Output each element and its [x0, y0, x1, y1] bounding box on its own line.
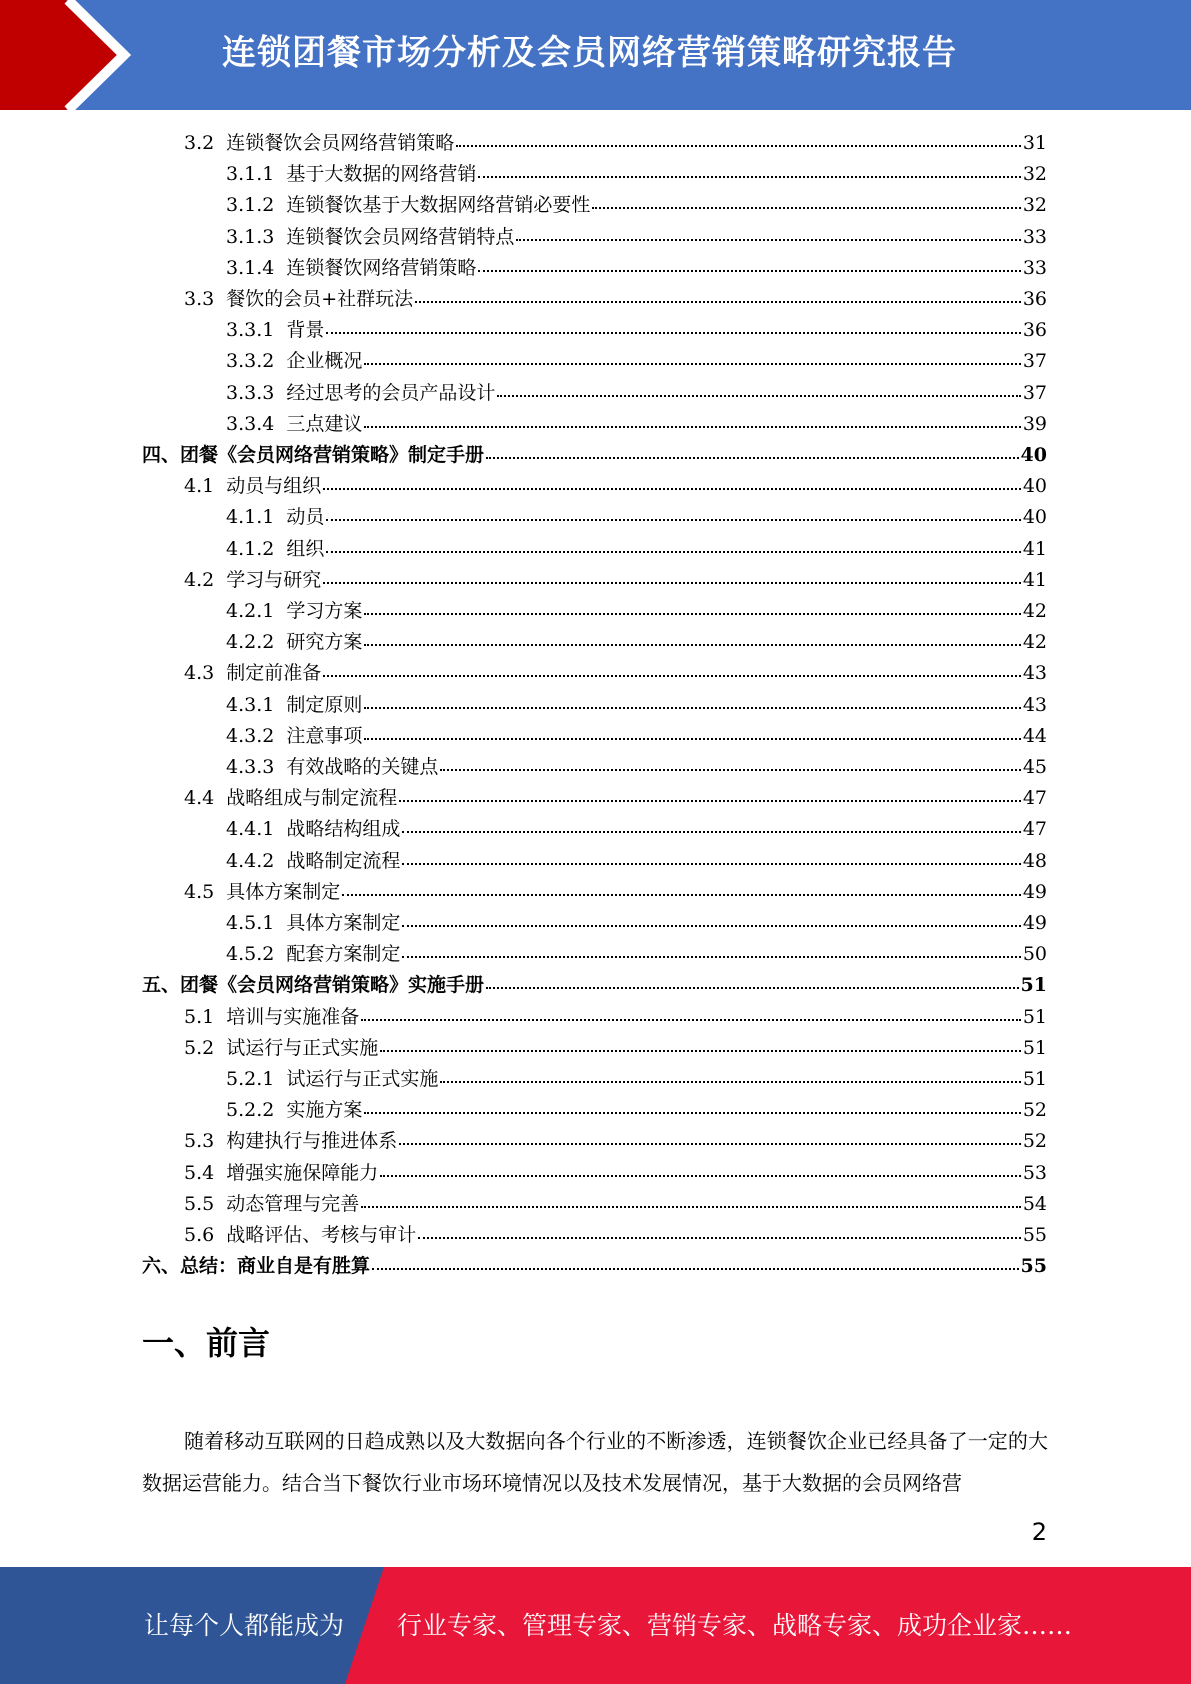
section-heading: 一、前言 [142, 1324, 271, 1362]
toc-dot-leader [402, 862, 1020, 865]
toc-entry[interactable] [142, 1251, 1047, 1282]
toc-dot-leader [342, 893, 1021, 896]
toc-entry[interactable] [226, 908, 1047, 939]
toc-entry-page: 33 [1022, 225, 1047, 248]
toc-dot-leader [364, 1111, 1020, 1114]
toc-dot-leader [486, 986, 1019, 989]
toc-entry-page: 39 [1022, 412, 1047, 435]
toc-entry-number: 4.3.1 [226, 693, 275, 716]
toc-entry-title: 企业概况 [286, 350, 363, 373]
toc-entry-page: 37 [1022, 381, 1047, 404]
toc-entry[interactable] [226, 690, 1047, 721]
toc-dot-leader [516, 238, 1020, 241]
toc-entry[interactable] [184, 783, 1047, 814]
toc-entry[interactable] [226, 939, 1047, 970]
toc-entry-title: 六、总结：商业自是有胜算 [142, 1255, 371, 1278]
toc-entry[interactable] [226, 315, 1047, 346]
toc-dot-leader [402, 924, 1020, 927]
document-title: 连锁团餐市场分析及会员网络营销策略研究报告 [222, 33, 957, 73]
toc-entry-page: 55 [1022, 1224, 1047, 1246]
toc-entry-number: 3.3 [184, 288, 215, 310]
toc-entry-number: 4.2 [184, 568, 215, 591]
toc-entry-number: 5.2.2 [226, 1099, 275, 1122]
toc-entry-number: 4.4.2 [226, 849, 275, 872]
toc-entry[interactable] [184, 1002, 1047, 1033]
toc-entry-number: 3.3.1 [226, 319, 275, 342]
toc-entry-page: 33 [1022, 256, 1047, 279]
footer-slogan-right: 行业专家、管理专家、营销专家、战略专家、成功企业家…… [397, 1611, 1073, 1640]
toc-entry-title: 有效战略的关键点 [286, 756, 439, 778]
toc-entry-page: 37 [1022, 350, 1047, 373]
toc-entry-page: 40 [1022, 506, 1047, 529]
toc-entry[interactable] [226, 721, 1047, 752]
toc-entry-page: 40 [1022, 475, 1047, 498]
toc-entry[interactable] [142, 970, 1047, 1001]
toc-dot-leader [456, 144, 1021, 147]
toc-entry-title: 具体方案制定 [226, 880, 341, 903]
toc-dot-leader [486, 456, 1019, 459]
toc-dot-leader [592, 206, 1020, 209]
toc-entry-page: 48 [1022, 849, 1047, 872]
toc-dot-leader [478, 175, 1020, 178]
toc-entry-page: 51 [1022, 1068, 1047, 1090]
toc-entry-title: 试运行与正式实施 [286, 1068, 439, 1090]
toc-dot-leader [399, 799, 1021, 802]
toc-entry[interactable] [184, 1158, 1047, 1189]
toc-entry-title: 注意事项 [286, 724, 363, 747]
toc-entry-number: 4.5.2 [226, 943, 275, 966]
toc-entry-title: 组织 [286, 537, 325, 560]
toc-entry-title: 学习方案 [286, 600, 363, 622]
toc-entry-number: 4.3.3 [226, 756, 275, 778]
toc-entry-number: 4.5.1 [226, 912, 275, 934]
toc-entry-title: 学习与研究 [226, 568, 322, 591]
toc-entry[interactable] [184, 565, 1047, 596]
toc-dot-leader [380, 1174, 1021, 1177]
toc-dot-leader [402, 955, 1020, 958]
toc-entry-number: 5.2 [184, 1036, 215, 1059]
toc-entry[interactable] [184, 128, 1047, 159]
toc-entry-number: 3.1.1 [226, 163, 275, 186]
toc-entry-number: 3.1.3 [226, 225, 275, 248]
toc-entry-number: 5.6 [184, 1224, 215, 1246]
toc-dot-leader [440, 1080, 1020, 1083]
toc-entry-title: 具体方案制定 [286, 912, 401, 934]
toc-entry-title: 三点建议 [286, 412, 363, 435]
toc-dot-leader [440, 768, 1020, 771]
toc-entry-page: 51 [1022, 1005, 1047, 1028]
toc-entry[interactable] [226, 534, 1047, 565]
toc-entry-page: 53 [1022, 1161, 1047, 1184]
toc-entry-page: 42 [1022, 600, 1047, 622]
toc-entry-title: 试运行与正式实施 [226, 1036, 379, 1059]
toc-entry-page: 51 [1020, 974, 1047, 997]
toc-entry-number: 3.3.3 [226, 381, 275, 404]
toc-entry-title: 餐饮的会员+社群玩法 [226, 288, 414, 310]
toc-dot-leader [364, 362, 1020, 365]
toc-entry-title: 经过思考的会员产品设计 [286, 381, 496, 404]
toc-dot-leader [361, 1018, 1021, 1021]
toc-entry-title: 连锁餐饮网络营销策略 [286, 256, 477, 279]
toc-entry-number: 3.3.2 [226, 350, 275, 373]
toc-entry-page: 51 [1022, 1036, 1047, 1059]
toc-entry[interactable] [226, 222, 1047, 253]
toc-entry-number: 4.4 [184, 787, 215, 810]
toc-dot-leader [364, 737, 1020, 740]
toc-entry[interactable] [184, 1220, 1047, 1251]
toc-entry-title: 动员与组织 [226, 475, 322, 498]
toc-entry-number: 4.4.1 [226, 818, 275, 841]
toc-entry[interactable] [184, 284, 1047, 315]
toc-entry-page: 52 [1022, 1130, 1047, 1153]
toc-entry-title: 动员 [286, 506, 325, 529]
toc-entry-page: 49 [1022, 880, 1047, 903]
toc-entry-title: 四、团餐《会员网络营销策略》制定手册 [142, 444, 485, 466]
toc-entry-number: 5.3 [184, 1130, 215, 1153]
toc-entry-page: 49 [1022, 912, 1047, 934]
toc-entry-number: 4.1 [184, 475, 215, 498]
toc-entry-page: 45 [1022, 756, 1047, 778]
toc-entry[interactable] [226, 346, 1047, 377]
toc-entry-number: 5.2.1 [226, 1068, 275, 1090]
toc-entry[interactable] [226, 752, 1047, 783]
toc-dot-leader [326, 550, 1020, 553]
toc-dot-leader [326, 518, 1020, 521]
toc-dot-leader [326, 331, 1020, 334]
toc-entry-page: 36 [1022, 288, 1047, 310]
toc-dot-leader [380, 1049, 1021, 1052]
toc-entry-title: 战略组成与制定流程 [226, 787, 398, 810]
toc-entry-page: 44 [1022, 724, 1047, 747]
toc-entry-number: 4.2.2 [226, 631, 275, 654]
toc-entry-number: 5.5 [184, 1192, 215, 1215]
toc-dot-leader [364, 706, 1020, 709]
toc-dot-leader [364, 643, 1020, 646]
toc-dot-leader [402, 830, 1020, 833]
toc-entry-title: 连锁餐饮基于大数据网络营销必要性 [286, 194, 591, 217]
toc-entry-page: 40 [1020, 444, 1047, 466]
toc-entry-title: 培训与实施准备 [226, 1005, 360, 1028]
toc-entry-title: 背景 [286, 319, 325, 342]
toc-dot-leader [361, 1205, 1021, 1208]
toc-entry-number: 4.1.1 [226, 506, 275, 529]
toc-dot-leader [415, 300, 1021, 303]
toc-entry[interactable] [184, 1189, 1047, 1220]
toc-entry-page: 54 [1022, 1192, 1047, 1215]
toc-entry-page: 43 [1022, 693, 1047, 716]
toc-entry[interactable] [226, 253, 1047, 284]
toc-entry-number: 5.4 [184, 1161, 215, 1184]
toc-entry-number: 3.2 [184, 132, 215, 154]
toc-entry-title: 战略制定流程 [286, 849, 401, 872]
toc-entry[interactable] [226, 378, 1047, 409]
toc-entry-page: 31 [1022, 132, 1047, 154]
toc-entry-title: 连锁餐饮会员网络营销特点 [286, 225, 515, 248]
toc-entry[interactable] [226, 627, 1047, 658]
toc-dot-leader [323, 674, 1021, 677]
toc-entry[interactable] [184, 877, 1047, 908]
toc-dot-leader [323, 581, 1021, 584]
toc-entry-title: 增强实施保障能力 [226, 1161, 379, 1184]
toc-entry-page: 47 [1022, 787, 1047, 810]
toc-dot-leader [323, 487, 1021, 490]
toc-entry-page: 50 [1022, 943, 1047, 966]
page-number: 2 [1031, 1518, 1047, 1546]
toc-entry[interactable] [226, 190, 1047, 221]
toc-entry-page: 47 [1022, 818, 1047, 841]
toc-entry-number: 3.1.2 [226, 194, 275, 217]
toc-dot-leader [364, 612, 1020, 615]
toc-entry-page: 42 [1022, 631, 1047, 654]
toc-entry-title: 动态管理与完善 [226, 1192, 360, 1215]
body-paragraph: 随着移动互联网的日趋成熟以及大数据向各个行业的不断渗透，连锁餐饮企业已经具备了一定的大数据运营能力。结合当下餐饮行业市场环境情况以及技术发展情况，基于大数据的会员网络营 [142, 1429, 1048, 1495]
toc-entry-page: 43 [1022, 662, 1047, 685]
toc-dot-leader [399, 1142, 1021, 1145]
toc-entry[interactable] [226, 159, 1047, 190]
toc-entry-number: 4.3 [184, 662, 215, 685]
toc-entry-number: 5.1 [184, 1005, 215, 1028]
toc-entry[interactable] [226, 846, 1047, 877]
toc-entry-page: 41 [1022, 537, 1047, 560]
toc-entry[interactable] [184, 658, 1047, 689]
toc-entry-title: 构建执行与推进体系 [226, 1130, 398, 1153]
header-banner [0, 0, 1191, 110]
toc-entry[interactable] [226, 502, 1047, 533]
toc-entry-title: 配套方案制定 [286, 943, 401, 966]
toc-entry-page: 32 [1022, 163, 1047, 186]
toc-entry[interactable] [226, 596, 1047, 627]
toc-entry-title: 五、团餐《会员网络营销策略》实施手册 [142, 974, 485, 997]
toc-entry-title: 制定前准备 [226, 662, 322, 685]
toc-entry-page: 36 [1022, 319, 1047, 342]
toc-entry[interactable] [184, 1126, 1047, 1157]
toc-entry-page: 32 [1022, 194, 1047, 217]
toc-dot-leader [418, 1236, 1021, 1239]
toc-entry-number: 4.3.2 [226, 724, 275, 747]
toc-dot-leader [364, 425, 1020, 428]
toc-entry-page: 41 [1022, 568, 1047, 591]
toc-entry-title: 战略结构组成 [286, 818, 401, 841]
toc-entry-page: 55 [1020, 1255, 1047, 1278]
toc-entry-title: 连锁餐饮会员网络营销策略 [226, 132, 455, 154]
toc-entry-number: 3.1.4 [226, 256, 275, 279]
toc-entry-number: 4.5 [184, 880, 215, 903]
toc-entry-title: 战略评估、考核与审计 [226, 1224, 417, 1246]
toc-entry-number: 4.2.1 [226, 600, 275, 622]
toc-entry[interactable] [184, 471, 1047, 502]
toc-entry[interactable] [226, 1064, 1047, 1095]
header-arrow-graphic [0, 0, 230, 110]
toc-entry[interactable] [226, 814, 1047, 845]
toc-entry-number: 3.3.4 [226, 412, 275, 435]
toc-entry[interactable] [184, 1033, 1047, 1064]
toc-entry-title: 基于大数据的网络营销 [286, 163, 477, 186]
toc-dot-leader [497, 394, 1020, 397]
footer-slogan-left: 让每个人都能成为 [144, 1611, 345, 1640]
toc-dot-leader [478, 269, 1020, 272]
toc-entry[interactable] [226, 409, 1047, 440]
footer-banner [0, 1567, 1191, 1684]
toc-entry-title: 研究方案 [286, 631, 363, 654]
toc-entry-number: 4.1.2 [226, 537, 275, 560]
toc-entry-title: 实施方案 [286, 1099, 363, 1122]
toc-entry[interactable] [226, 1095, 1047, 1126]
toc-dot-leader [372, 1267, 1019, 1270]
toc-entry-title: 制定原则 [286, 693, 363, 716]
toc-entry-page: 52 [1022, 1099, 1047, 1122]
toc-entry[interactable] [142, 440, 1047, 471]
